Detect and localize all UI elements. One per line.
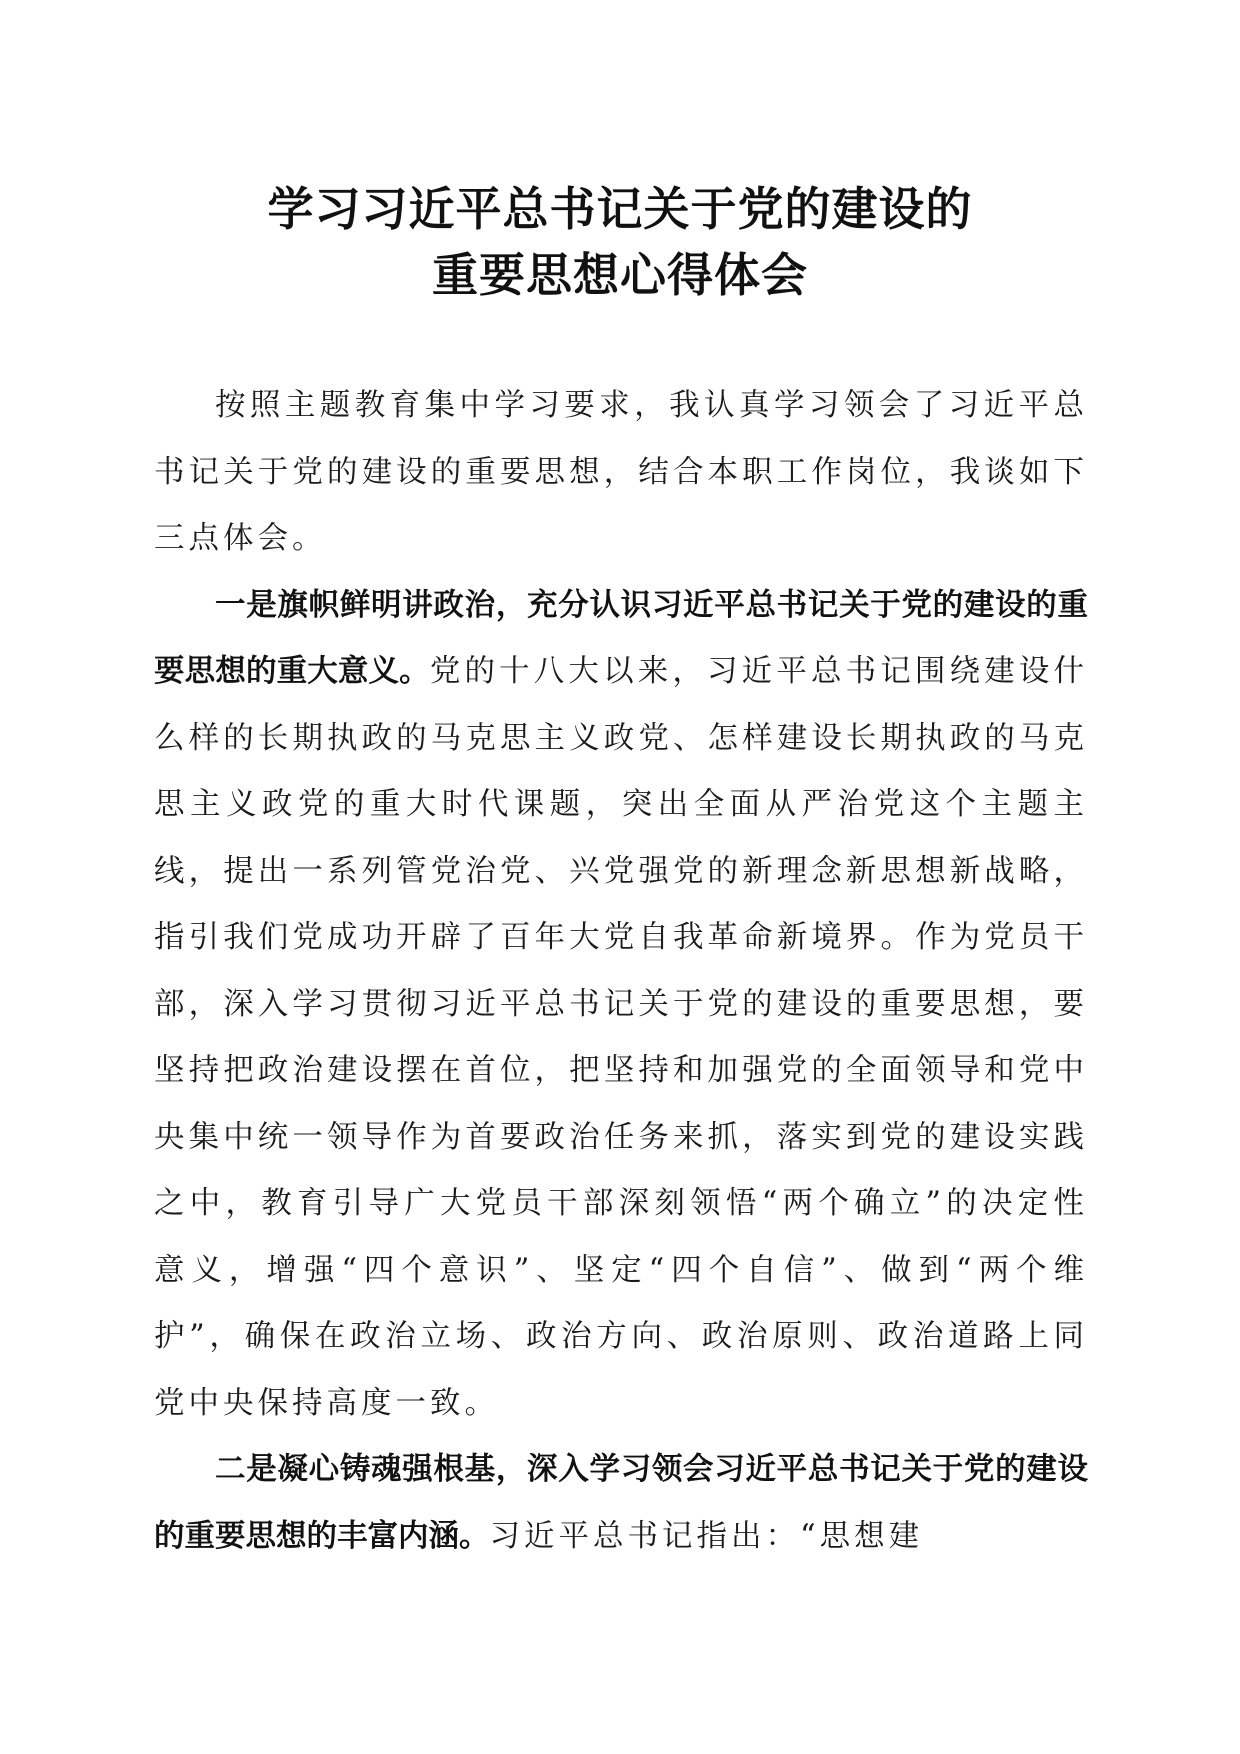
paragraph-point-one xyxy=(154,573,1088,1438)
document-title-line-2: 重要思想心得体会 xyxy=(432,248,808,302)
paragraph-lead-heading: 二是凝心铸魂强根基，深入学习领会习近平总书记关于党的建设的重要思想的丰富内涵。 xyxy=(154,1452,1088,1554)
paragraph-text: 习近平总书记指出：“思想建 xyxy=(489,1518,924,1554)
paragraph-point-two xyxy=(154,1437,1088,1570)
document-title-line-1: 学习习近平总书记关于党的建设的 xyxy=(267,182,973,236)
paragraph-text: 按照主题教育集中学习要求，我认真学习领会了习近平总书记关于党的建设的重要思想，结合本职工作岗位，我谈如下三点体会。 xyxy=(154,388,1088,556)
paragraph-intro xyxy=(154,373,1088,573)
paragraph-lead-heading: 一是旗帜鲜明讲政治，充分认识习近平总书记关于党的建设的重要思想的重大意义。 xyxy=(154,587,1088,689)
document-body xyxy=(154,373,1088,1570)
paragraph-text: 党的十八大以来，习近平总书记围绕建设什么样的长期执政的马克思主义政党、怎样建设长期执政的马克思主义政党的重大时代课题，突出全面从严治党这个主题主线，提出一系列管党治党、兴党强党的新理念新思想新战略，指引我们党成功开辟了百年大党自我革命新境界。作为党员干部，深入学习贯彻习近平总书记关于党的建设的重要思想，要坚持把政治建设摆在首位，把坚持和加强党的全面领导和党中央集中统一领导作为首要政治任务来抓，落实到党的建设实践之中，教育引导广大党员干部深刻领悟“两个确立”的决定性意义，增强“四个意识”、坚定“四个自信”、做到“两个维护”，确保在政治立场、政治方向、政治原则、政治道路上同党中央保持高度一致。 xyxy=(154,654,1089,1421)
